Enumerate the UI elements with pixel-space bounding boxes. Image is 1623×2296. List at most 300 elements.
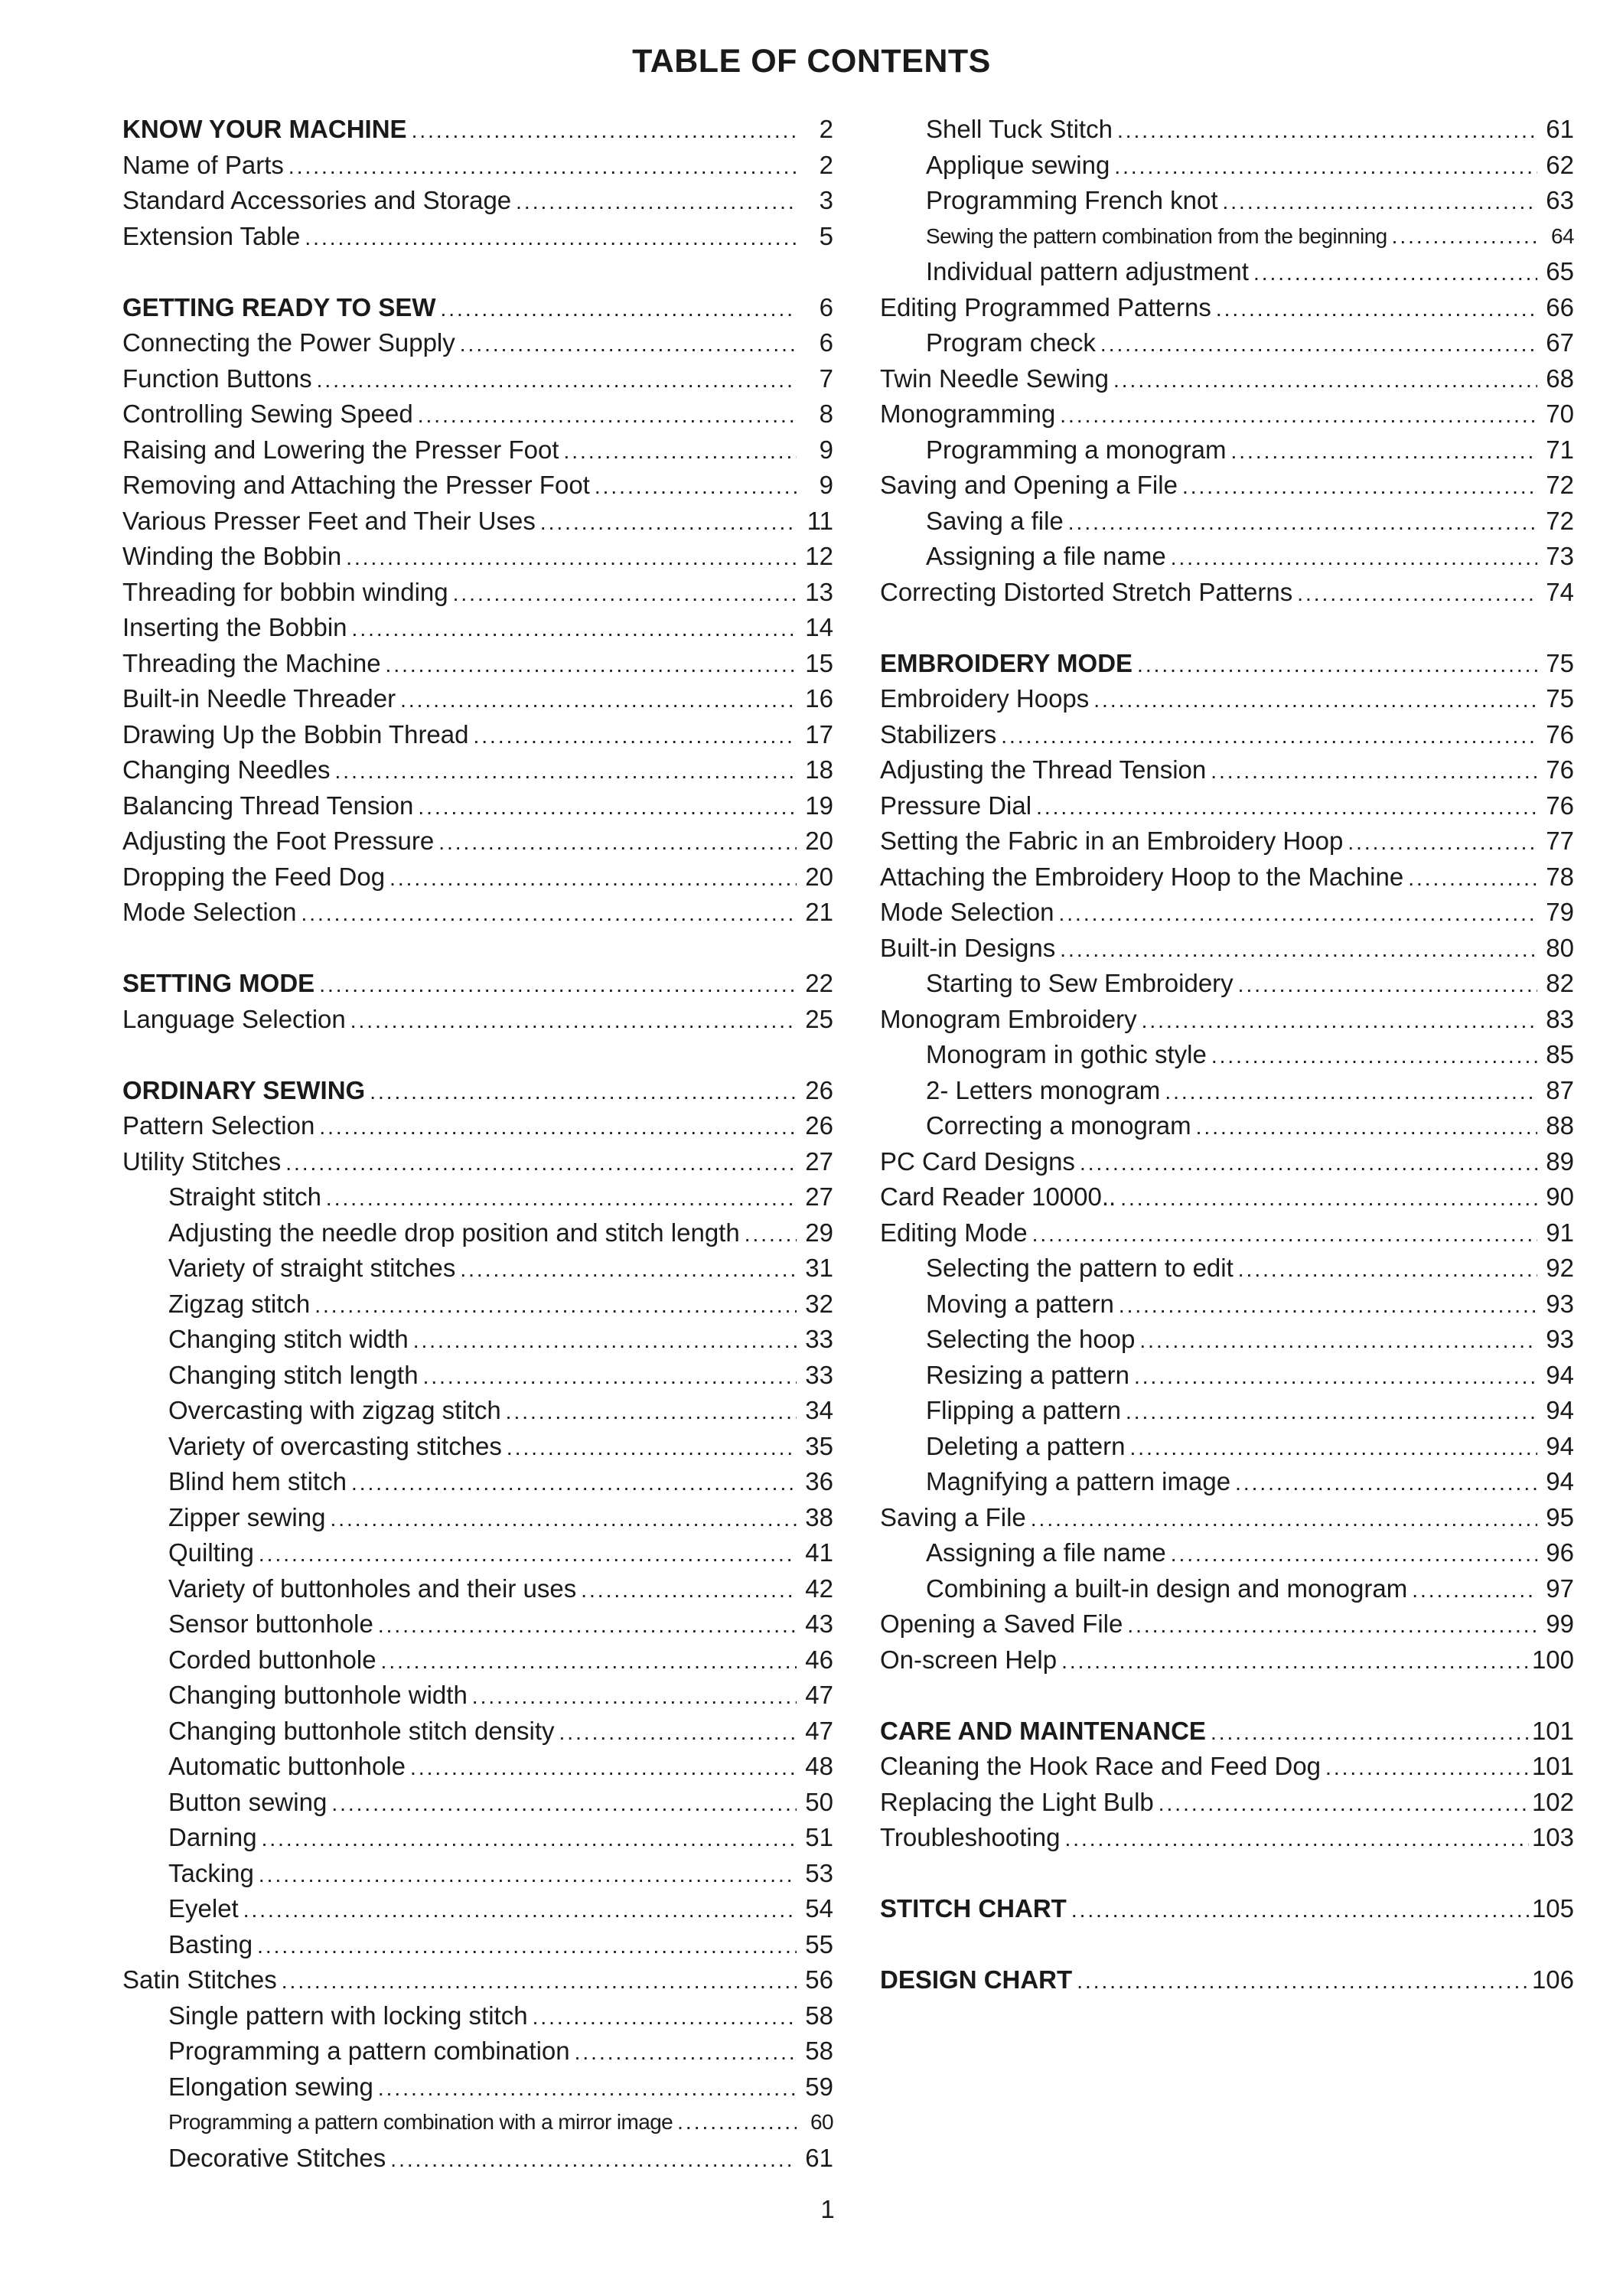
toc-page-number: 76	[1546, 791, 1574, 820]
toc-entry-title: Variety of overcasting stitches	[168, 1431, 502, 1460]
toc-page-number: 80	[1546, 933, 1574, 962]
toc-entry	[880, 1393, 1574, 1429]
toc-page-number: 65	[1546, 257, 1574, 285]
toc-entry-title: Raising and Lowering the Presser Foot	[122, 435, 559, 464]
toc-entry-title: Shell Tuck Stitch	[926, 115, 1113, 143]
toc-entry-title: Sewing the pattern combination from the beginning	[926, 223, 1387, 248]
toc-entry-title: Combining a built-in design and monogram	[926, 1574, 1408, 1603]
toc-entry	[880, 931, 1574, 967]
toc-entry	[880, 859, 1574, 895]
toc-page-number: 72	[1546, 506, 1574, 535]
toc-entry	[122, 1500, 833, 1536]
toc-page-number: 29	[805, 1218, 833, 1247]
dot-leader	[533, 2000, 797, 2036]
dot-leader	[262, 1821, 797, 1857]
toc-entry-title: Inserting the Bobbin	[122, 613, 347, 641]
toc-page-number: 88	[1546, 1111, 1574, 1140]
toc-page-number: 93	[1546, 1325, 1574, 1353]
toc-page-number: 103	[1531, 1823, 1574, 1851]
toc-entry	[122, 788, 833, 824]
toc-entry-title: Name of Parts	[122, 150, 284, 179]
toc-page-number: 8	[819, 400, 833, 428]
toc-page-number: 2	[819, 150, 833, 179]
toc-entry-title: KNOW YOUR MACHINE	[122, 115, 407, 143]
dot-leader	[540, 505, 797, 541]
toc-entry	[122, 1962, 833, 1998]
dot-leader	[1348, 825, 1537, 861]
toc-entry-title: Setting the Fabric in an Embroidery Hoop	[880, 827, 1344, 855]
toc-entry-title: Basting	[168, 1929, 253, 1958]
dot-leader	[563, 434, 797, 470]
dot-leader	[1134, 1359, 1537, 1395]
toc-entry-title: Twin Needle Sewing	[880, 364, 1109, 393]
dot-leader	[1126, 1394, 1537, 1430]
toc-page-number: 26	[805, 1111, 833, 1140]
toc-page-number: 27	[805, 1182, 833, 1211]
toc-entry-title: Resizing a pattern	[926, 1360, 1129, 1389]
toc-entry-title: CARE AND MAINTENANCE	[880, 1716, 1206, 1745]
toc-entry-title: Zigzag stitch	[168, 1289, 311, 1318]
toc-entry-title: Selecting the pattern to edit	[926, 1254, 1234, 1282]
dot-leader	[319, 1110, 797, 1146]
toc-entry-title: Flipping a pattern	[926, 1396, 1121, 1424]
toc-page-number: 85	[1546, 1040, 1574, 1068]
toc-entry	[880, 717, 1574, 753]
toc-page-number: 15	[805, 648, 833, 677]
toc-entry-title: Selecting the hoop	[926, 1325, 1136, 1353]
toc-entry-title: Sensor buttonhole	[168, 1609, 373, 1638]
toc-entry-title: Saving a file	[926, 506, 1064, 535]
toc-entry	[122, 432, 833, 468]
dot-leader	[1001, 719, 1537, 755]
toc-entry-title: ORDINARY SEWING	[122, 1075, 366, 1104]
toc-entry-title: Programming a monogram	[926, 435, 1227, 464]
dot-leader	[352, 612, 797, 647]
toc-page-number: 21	[805, 898, 833, 926]
dot-leader	[326, 1181, 797, 1217]
toc-page-number: 94	[1546, 1360, 1574, 1389]
dot-leader	[259, 1857, 797, 1893]
toc-entry	[880, 1215, 1574, 1251]
toc-page-number: 27	[805, 1146, 833, 1176]
dot-leader	[1235, 1466, 1537, 1502]
toc-entry	[880, 1642, 1574, 1678]
toc-entry-title: Programming a pattern combination	[168, 2037, 570, 2065]
toc-entry	[122, 717, 833, 753]
toc-page-number: 90	[1546, 1182, 1574, 1211]
dot-leader	[390, 2142, 797, 2178]
page-title: TABLE OF CONTENTS	[632, 43, 991, 80]
toc-entry	[122, 2069, 833, 2105]
dot-leader	[438, 825, 797, 861]
toc-entry	[122, 325, 833, 361]
toc-entry	[122, 1820, 833, 1856]
toc-page-number: 56	[805, 1965, 833, 1994]
toc-entry-title: Button sewing	[168, 1787, 328, 1816]
toc-page-number: 61	[805, 2143, 833, 2172]
toc-page-number: 53	[805, 1858, 833, 1887]
toc-entry-title: Changing Needles	[122, 755, 331, 784]
toc-page-number: 95	[1546, 1502, 1574, 1531]
toc-page-number: 2	[819, 115, 833, 143]
toc-entry	[122, 1393, 833, 1429]
toc-page-number: 14	[805, 613, 833, 641]
dot-leader	[1159, 1786, 1529, 1822]
dot-leader	[1216, 292, 1537, 328]
dot-leader	[745, 1217, 797, 1253]
dot-leader	[507, 1430, 797, 1466]
dot-leader	[1032, 1217, 1537, 1253]
dot-leader	[335, 754, 797, 790]
toc-entry	[122, 1215, 833, 1251]
toc-entry-title: Eyelet	[168, 1894, 239, 1923]
toc-entry	[122, 1891, 833, 1927]
dot-leader	[1100, 327, 1537, 363]
dot-leader	[1127, 1608, 1537, 1644]
toc-entry	[880, 1820, 1574, 1856]
toc-entry-title: Overcasting with zigzag stitch	[168, 1396, 501, 1424]
dot-leader	[575, 2035, 797, 2071]
toc-entry	[880, 1571, 1574, 1607]
toc-entry	[122, 468, 833, 504]
toc-page-number: 32	[805, 1289, 833, 1318]
dot-leader	[1061, 1644, 1529, 1680]
toc-entry	[880, 1287, 1574, 1322]
toc-page-number: 47	[805, 1681, 833, 1709]
toc-entry-title: 2- Letters monogram	[926, 1075, 1161, 1104]
toc-entry-title: Language Selection	[122, 1004, 346, 1033]
toc-entry	[122, 1714, 833, 1750]
toc-page-number: 71	[1546, 435, 1574, 464]
toc-page-number: 73	[1546, 542, 1574, 570]
dot-leader	[1222, 184, 1537, 220]
toc-entry-title: Corded buttonhole	[168, 1645, 376, 1674]
toc-entry-title: Editing Programmed Patterns	[880, 292, 1211, 321]
dot-leader	[1093, 683, 1537, 719]
toc-entry-title: Tacking	[168, 1858, 254, 1887]
toc-page-number: 79	[1546, 898, 1574, 926]
toc-entry	[880, 361, 1574, 397]
toc-section-heading	[880, 1962, 1574, 1998]
toc-section-heading	[880, 1714, 1574, 1750]
toc-section-heading	[122, 1073, 833, 1109]
dot-leader	[1142, 1003, 1537, 1039]
toc-page-number: 17	[805, 719, 833, 748]
toc-page-number: 96	[1546, 1538, 1574, 1567]
toc-section-heading	[880, 1891, 1574, 1927]
toc-entry	[122, 2105, 833, 2141]
toc-entry-title: Built-in Designs	[880, 933, 1056, 962]
toc-entry-title: Quilting	[168, 1538, 254, 1567]
dot-leader	[1114, 149, 1537, 185]
toc-page-number: 89	[1546, 1146, 1574, 1176]
dot-leader	[1031, 1502, 1537, 1538]
toc-entry-title: Pressure Dial	[880, 791, 1032, 820]
dot-leader	[1058, 896, 1537, 932]
toc-page-number: 97	[1546, 1574, 1574, 1603]
toc-entry-title: Individual pattern adjustment	[926, 257, 1249, 285]
toc-entry	[122, 1785, 833, 1821]
toc-page-number: 51	[805, 1823, 833, 1851]
toc-entry	[122, 1606, 833, 1642]
toc-page-number: 106	[1531, 1965, 1574, 1994]
toc-page-number: 87	[1546, 1075, 1574, 1104]
toc-page-number: 26	[805, 1075, 833, 1104]
toc-page-number: 6	[819, 328, 833, 357]
toc-entry	[122, 1571, 833, 1607]
toc-entry-title: Monogram Embroidery	[880, 1004, 1137, 1033]
toc-entry-title: Variety of buttonholes and their uses	[168, 1574, 577, 1603]
toc-page-number: 61	[1546, 115, 1574, 143]
dot-leader	[1071, 1893, 1529, 1929]
toc-page-number: 3	[819, 186, 833, 214]
toc-entry	[880, 504, 1574, 540]
dot-leader	[1080, 1146, 1537, 1182]
dot-leader	[288, 149, 797, 185]
dot-leader	[282, 1964, 797, 2000]
toc-entry-title: Opening a Saved File	[880, 1609, 1123, 1638]
toc-page-number: 5	[819, 221, 833, 250]
toc-page-number: 66	[1546, 292, 1574, 321]
toc-entry	[880, 1037, 1574, 1073]
toc-entry	[122, 859, 833, 895]
toc-page-number: 55	[805, 1929, 833, 1958]
toc-page-number: 82	[1546, 969, 1574, 997]
dot-leader	[370, 1075, 797, 1110]
dot-leader	[1137, 647, 1537, 683]
toc-entry	[880, 1251, 1574, 1287]
toc-page-number: 100	[1531, 1645, 1574, 1674]
toc-entry-title: Blind hem stitch	[168, 1467, 347, 1495]
dot-leader	[1068, 505, 1537, 541]
toc-entry	[880, 1464, 1574, 1500]
toc-entry	[122, 1002, 833, 1038]
toc-entry	[122, 575, 833, 611]
toc-entry	[122, 1358, 833, 1394]
dot-leader	[1392, 219, 1537, 255]
dot-leader	[581, 1573, 797, 1609]
dot-leader	[1238, 1252, 1537, 1288]
dot-leader	[418, 790, 797, 826]
toc-page-number: 7	[819, 364, 833, 393]
toc-entry-title: Elongation sewing	[168, 2072, 373, 2101]
toc-entry-title: Balancing Thread Tension	[122, 791, 414, 820]
toc-page-number: 35	[805, 1431, 833, 1460]
toc-page-number: 47	[805, 1716, 833, 1745]
toc-entry	[122, 2141, 833, 2177]
dot-leader	[1325, 1750, 1529, 1786]
toc-entry	[122, 2033, 833, 2069]
dot-leader	[351, 1466, 797, 1502]
toc-entry-title: Deleting a pattern	[926, 1431, 1126, 1460]
toc-entry-title: Changing buttonhole width	[168, 1681, 468, 1709]
dot-leader	[259, 1537, 797, 1573]
toc-entry-title: Changing stitch width	[168, 1325, 409, 1353]
dot-leader	[350, 1003, 797, 1039]
toc-page-number: 20	[805, 827, 833, 855]
toc-entry	[880, 254, 1574, 290]
dot-leader	[472, 1679, 797, 1715]
toc-entry-title: Darning	[168, 1823, 257, 1851]
toc-entry	[880, 219, 1574, 255]
toc-page-number: 33	[805, 1325, 833, 1353]
toc-entry	[880, 148, 1574, 184]
toc-entry-title: Adjusting the Thread Tension	[880, 755, 1207, 784]
toc-entry	[880, 1606, 1574, 1642]
toc-entry	[122, 1144, 833, 1180]
dot-leader	[257, 1929, 797, 1965]
toc-page-number: 16	[805, 684, 833, 713]
toc-page-number: 34	[805, 1396, 833, 1424]
toc-entry	[122, 823, 833, 859]
toc-page-number: 19	[805, 791, 833, 820]
toc-entry-title: Zipper sewing	[168, 1502, 326, 1531]
toc-section-heading	[122, 966, 833, 1002]
toc-page-number: 20	[805, 862, 833, 891]
toc-page-number: 74	[1546, 577, 1574, 606]
toc-entry	[122, 1429, 833, 1465]
toc-entry-title: Dropping the Feed Dog	[122, 862, 386, 891]
dot-leader	[317, 363, 797, 399]
toc-entry	[122, 1998, 833, 2034]
toc-entry-title: Removing and Attaching the Presser Foot	[122, 471, 590, 499]
toc-page-number: 22	[805, 969, 833, 997]
toc-page-number: 67	[1546, 328, 1574, 357]
dot-leader	[1297, 576, 1537, 612]
toc-page-number: 72	[1546, 471, 1574, 499]
toc-entry	[880, 788, 1574, 824]
toc-entry	[122, 681, 833, 717]
toc-entry	[880, 290, 1574, 326]
dot-leader	[1060, 398, 1537, 434]
toc-entry	[122, 183, 833, 219]
toc-entry-title: STITCH CHART	[880, 1894, 1067, 1923]
dot-leader	[1139, 1323, 1537, 1359]
toc-entry-title: On-screen Help	[880, 1645, 1058, 1674]
toc-entry-title: Card Reader 10000..	[880, 1182, 1116, 1211]
toc-entry	[122, 646, 833, 682]
toc-entry-title: Utility Stitches	[122, 1146, 282, 1176]
toc-entry	[122, 219, 833, 255]
toc-entry	[880, 468, 1574, 504]
toc-page-number: 76	[1546, 755, 1574, 784]
dot-leader	[1408, 861, 1537, 897]
dot-leader	[1171, 1537, 1537, 1573]
toc-entry	[122, 1322, 833, 1358]
toc-entry-title: Monogram in gothic style	[926, 1040, 1207, 1068]
dot-leader	[423, 1359, 797, 1395]
toc-entry	[122, 752, 833, 788]
dot-leader	[319, 967, 797, 1003]
toc-entry	[880, 1179, 1574, 1215]
dot-leader	[441, 292, 797, 328]
toc-page-number: 42	[805, 1574, 833, 1603]
dot-leader	[418, 398, 797, 434]
toc-entry-title: Monogramming	[880, 400, 1056, 428]
dot-leader	[346, 540, 797, 576]
toc-page-number: 11	[807, 506, 833, 535]
toc-entry	[880, 1144, 1574, 1180]
toc-entry	[880, 1358, 1574, 1394]
toc-entry-title: SETTING MODE	[122, 969, 315, 997]
toc-entry-title: Mode Selection	[122, 898, 297, 926]
dot-leader	[305, 220, 797, 256]
toc-right-column	[880, 112, 1574, 1998]
toc-page-number: 48	[805, 1752, 833, 1780]
toc-entry	[880, 1429, 1574, 1465]
dot-leader	[453, 576, 797, 612]
toc-entry-title: Correcting a monogram	[926, 1111, 1191, 1140]
toc-entry-title: Decorative Stitches	[168, 2143, 386, 2172]
toc-entry-title: Starting to Sew Embroidery	[926, 969, 1234, 997]
toc-page-number: 33	[805, 1360, 833, 1389]
toc-entry-title: Mode Selection	[880, 898, 1054, 926]
toc-entry-title: Attaching the Embroidery Hoop to the Machine	[880, 862, 1404, 891]
toc-entry	[122, 504, 833, 540]
toc-entry	[880, 752, 1574, 788]
toc-entry-title: Embroidery Hoops	[880, 684, 1090, 713]
toc-page-number: 60	[810, 2110, 833, 2134]
dot-leader	[677, 2105, 797, 2141]
toc-entry-title: Variety of straight stitches	[168, 1254, 456, 1282]
toc-entry	[880, 432, 1574, 468]
toc-page-number: 58	[805, 2001, 833, 2030]
dot-leader	[400, 683, 797, 719]
toc-entry-title: Adjusting the needle drop position and stitch length	[168, 1218, 740, 1247]
dot-leader	[314, 1288, 797, 1324]
toc-entry-title: Troubleshooting	[880, 1823, 1061, 1851]
toc-page-number: 25	[805, 1004, 833, 1033]
dot-leader	[595, 469, 797, 505]
toc-entry-title: Program check	[926, 328, 1096, 357]
toc-entry-title: Single pattern with locking stitch	[168, 2001, 528, 2030]
toc-entry	[122, 1856, 833, 1892]
dot-leader	[1113, 363, 1537, 399]
toc-page-number: 77	[1546, 827, 1574, 855]
dot-leader	[1077, 1964, 1529, 2000]
toc-entry	[122, 539, 833, 575]
toc-entry-title: Pattern Selection	[122, 1111, 315, 1140]
toc-page-number: 38	[805, 1502, 833, 1531]
toc-entry	[122, 1642, 833, 1678]
toc-page-number: 31	[805, 1254, 833, 1282]
dot-leader	[381, 1644, 797, 1680]
toc-page-number: 102	[1531, 1787, 1574, 1816]
toc-section-heading	[122, 112, 833, 148]
toc-page-number: 68	[1546, 364, 1574, 393]
toc-page-number: 41	[805, 1538, 833, 1567]
toc-left-column	[122, 112, 833, 2176]
dot-leader	[1117, 113, 1537, 149]
toc-page-number: 94	[1546, 1467, 1574, 1495]
toc-page-number: 62	[1546, 150, 1574, 179]
dot-leader	[506, 1394, 797, 1430]
toc-page-number: 59	[805, 2072, 833, 2101]
dot-leader	[412, 113, 797, 149]
toc-entry	[880, 1535, 1574, 1571]
toc-entry-title: Changing buttonhole stitch density	[168, 1716, 555, 1745]
toc-page-number: 50	[805, 1787, 833, 1816]
dot-leader	[516, 184, 797, 220]
toc-entry-title: Programming a pattern combination with a mirror image	[168, 2110, 673, 2134]
dot-leader	[1231, 434, 1538, 470]
dot-leader	[378, 2071, 797, 2107]
toc-page-number: 93	[1546, 1289, 1574, 1318]
toc-entry	[122, 1927, 833, 1963]
toc-entry-title: Magnifying a pattern image	[926, 1467, 1231, 1495]
toc-entry	[880, 966, 1574, 1002]
toc-page-number: 91	[1546, 1218, 1574, 1247]
